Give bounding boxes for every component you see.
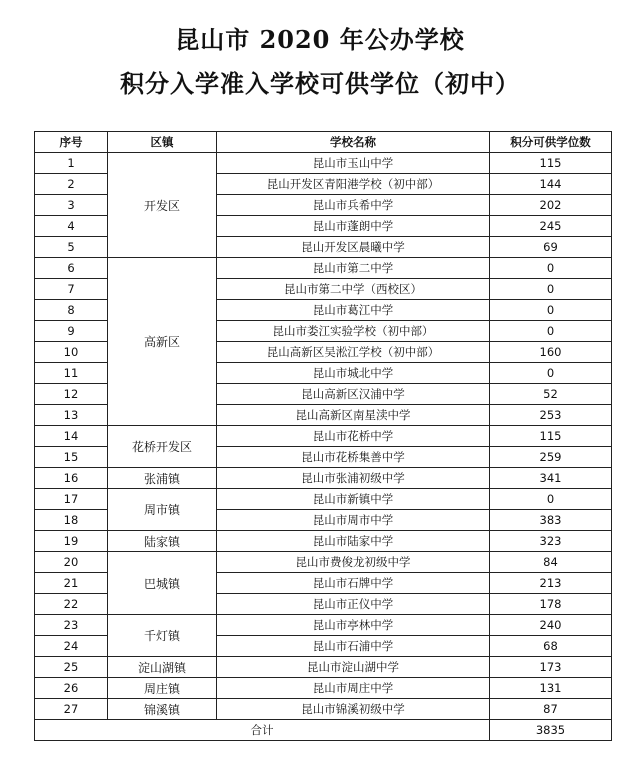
school-name: 昆山市石牌中学 [217,573,490,594]
seat-count: 245 [490,216,612,237]
row-no: 22 [35,594,108,615]
seat-count: 259 [490,447,612,468]
school-name: 昆山市正仪中学 [217,594,490,615]
row-no: 26 [35,678,108,699]
school-name: 昆山高新区吴淞江学校（初中部） [217,342,490,363]
total-label: 合计 [35,720,490,741]
district-cell: 千灯镇 [108,615,217,657]
school-name: 昆山市新镇中学 [217,489,490,510]
seat-count: 0 [490,258,612,279]
seat-count: 87 [490,699,612,720]
row-no: 13 [35,405,108,426]
school-name: 昆山市花桥集善中学 [217,447,490,468]
school-name: 昆山市城北中学 [217,363,490,384]
row-no: 8 [35,300,108,321]
table-row [35,153,612,174]
school-name: 昆山市张浦初级中学 [217,468,490,489]
district-cell: 花桥开发区 [108,426,217,468]
school-name: 昆山市第二中学（西校区） [217,279,490,300]
total-value: 3835 [490,720,612,741]
row-no: 11 [35,363,108,384]
row-no: 20 [35,552,108,573]
seat-count: 253 [490,405,612,426]
seat-count: 84 [490,552,612,573]
table-row [35,657,612,678]
school-name: 昆山市蓬朗中学 [217,216,490,237]
row-no: 17 [35,489,108,510]
seat-count: 323 [490,531,612,552]
page-subtitle: 积分入学准入学校可供学位（初中） [120,69,520,98]
district-cell: 淀山湖镇 [108,657,217,678]
row-no: 4 [35,216,108,237]
school-name: 昆山高新区汉浦中学 [217,384,490,405]
table-row [35,258,612,279]
row-no: 15 [35,447,108,468]
seat-count: 131 [490,678,612,699]
district-cell: 周市镇 [108,489,217,531]
table-row [35,678,612,699]
row-no: 9 [35,321,108,342]
school-name: 昆山市周庄中学 [217,678,490,699]
row-no: 25 [35,657,108,678]
seat-count: 115 [490,153,612,174]
school-name: 昆山市兵希中学 [217,195,490,216]
district-cell: 巴城镇 [108,552,217,615]
seat-count: 383 [490,510,612,531]
schools-table [34,131,612,741]
row-no: 19 [35,531,108,552]
school-name: 昆山市葛江中学 [217,300,490,321]
school-name: 昆山开发区青阳港学校（初中部） [217,174,490,195]
district-cell: 锦溪镇 [108,699,217,720]
row-no: 1 [35,153,108,174]
district-cell: 周庄镇 [108,678,217,699]
seat-count: 213 [490,573,612,594]
seat-count: 178 [490,594,612,615]
school-name: 昆山市娄江实验学校（初中部） [217,321,490,342]
seat-count: 69 [490,237,612,258]
table-row [35,615,612,636]
seat-count: 0 [490,321,612,342]
row-no: 18 [35,510,108,531]
table-row [35,531,612,552]
school-name: 昆山开发区晨曦中学 [217,237,490,258]
school-name: 昆山市锦溪初级中学 [217,699,490,720]
table-row [35,489,612,510]
school-name: 昆山市玉山中学 [217,153,490,174]
school-name: 昆山市亭林中学 [217,615,490,636]
seat-count: 160 [490,342,612,363]
school-name: 昆山市石浦中学 [217,636,490,657]
row-no: 5 [35,237,108,258]
row-no: 23 [35,615,108,636]
row-no: 16 [35,468,108,489]
seat-count: 0 [490,489,612,510]
table-row [35,426,612,447]
row-no: 7 [35,279,108,300]
table-row [35,468,612,489]
school-name: 昆山市花桥中学 [217,426,490,447]
row-no: 12 [35,384,108,405]
seat-count: 68 [490,636,612,657]
row-no: 21 [35,573,108,594]
header-seats: 积分可供学位数 [490,132,612,153]
row-no: 2 [35,174,108,195]
total-row [35,720,612,741]
school-name: 昆山市陆家中学 [217,531,490,552]
school-name: 昆山市第二中学 [217,258,490,279]
row-no: 27 [35,699,108,720]
table-row [35,552,612,573]
seat-count: 341 [490,468,612,489]
seat-count: 0 [490,363,612,384]
district-cell: 开发区 [108,153,217,258]
district-cell: 高新区 [108,258,217,426]
header-row [35,132,612,153]
header-school: 学校名称 [217,132,490,153]
row-no: 6 [35,258,108,279]
district-cell: 张浦镇 [108,468,217,489]
school-name: 昆山市淀山湖中学 [217,657,490,678]
seat-count: 52 [490,384,612,405]
school-name: 昆山高新区南星渎中学 [217,405,490,426]
row-no: 3 [35,195,108,216]
seat-count: 115 [490,426,612,447]
page-title: 昆山市 2020 年公办学校 [175,25,465,54]
seat-count: 240 [490,615,612,636]
row-no: 24 [35,636,108,657]
seat-count: 173 [490,657,612,678]
table-row [35,699,612,720]
row-no: 10 [35,342,108,363]
seat-count: 0 [490,279,612,300]
school-name: 昆山市周市中学 [217,510,490,531]
school-name: 昆山市费俊龙初级中学 [217,552,490,573]
seat-count: 202 [490,195,612,216]
seat-count: 144 [490,174,612,195]
district-cell: 陆家镇 [108,531,217,552]
header-district: 区镇 [108,132,217,153]
header-no: 序号 [35,132,108,153]
seat-count: 0 [490,300,612,321]
row-no: 14 [35,426,108,447]
